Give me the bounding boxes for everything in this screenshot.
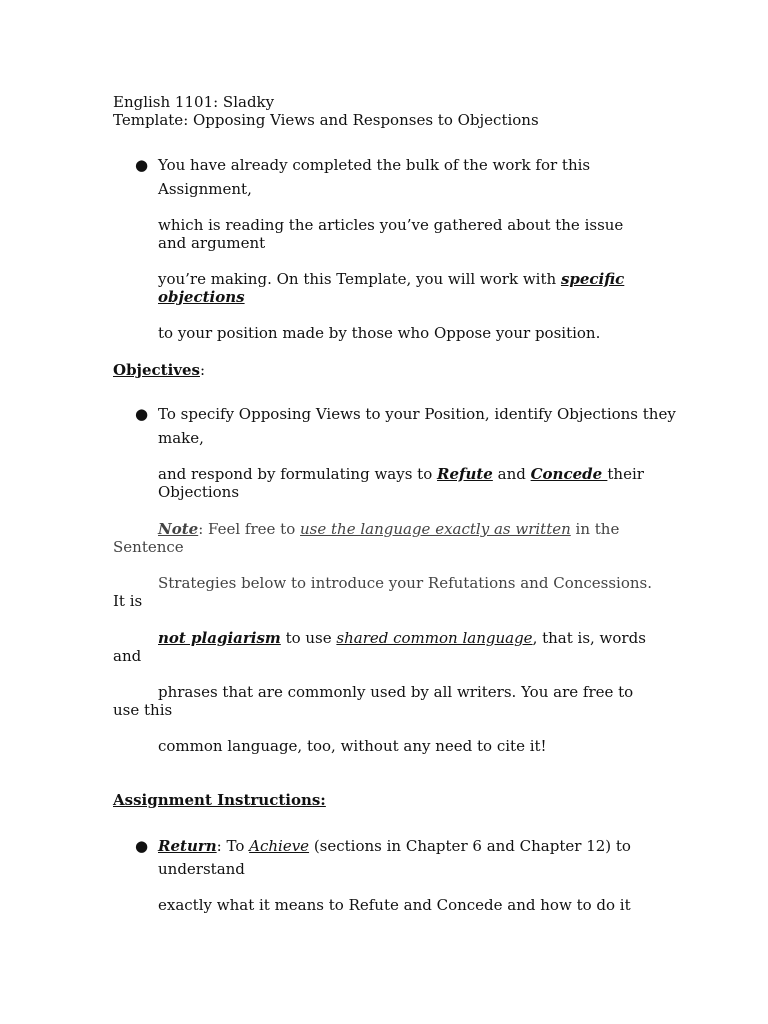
course-line: English 1101: Sladky [113, 93, 275, 111]
bullet-icon: ● [135, 156, 149, 174]
note-line-2: Sentence [113, 538, 184, 556]
emphasis-shared-language: shared common language [336, 629, 533, 647]
bullet-icon: ● [135, 837, 149, 855]
note-line-9: common language, too, without any need to cite it! [158, 737, 547, 755]
objective-text: their [607, 465, 644, 483]
objectives-label: Objectives [113, 361, 200, 379]
objective-text: and [492, 465, 531, 483]
bullet-icon: ● [135, 405, 149, 423]
note-line-3: Strategies below to introduce your Refutations and Concessions. [158, 574, 653, 592]
note-text: : Feel free to [198, 520, 301, 538]
instruction-line-2: understand [158, 860, 245, 878]
objective-line-3 [158, 465, 644, 483]
template-title: Template: Opposing Views and Responses to Objections [113, 111, 539, 129]
emphasis-objections: objections [158, 288, 245, 306]
note-line-5 [158, 629, 646, 647]
note-text: to use [280, 629, 337, 647]
intro-line-7: to your position made by those who Oppose your position. [158, 324, 601, 342]
emphasis-return: Return [158, 837, 217, 855]
note-line-1 [158, 520, 619, 538]
emphasis-achieve: Achieve [249, 837, 310, 855]
instructions-heading: Assignment Instructions: [113, 791, 326, 809]
intro-line-3: which is reading the articles you’ve gathered about the issue [158, 216, 624, 234]
intro-line-4: and argument [158, 234, 266, 252]
note-line-4: It is [113, 592, 143, 610]
note-label: Note [158, 520, 199, 538]
note-line-8: use this [113, 701, 173, 719]
intro-text: you’re making. On this Template, you will work with [158, 270, 561, 288]
note-text: in the [570, 520, 620, 538]
note-line-6: and [113, 647, 142, 665]
objectives-heading [113, 361, 205, 379]
emphasis-concede: Concede [530, 465, 608, 483]
note-emphasis: use the language exactly as written [300, 520, 571, 538]
emphasis-specific: specific [560, 270, 625, 288]
intro-line-2: Assignment, [158, 180, 252, 198]
intro-line-1: You have already completed the bulk of the work for this [158, 156, 591, 174]
instruction-text: (sections in Chapter 6 and Chapter 12) to [309, 837, 631, 855]
note-text: , that is, words [532, 629, 646, 647]
objective-line-1: To specify Opposing Views to your Position, identify Objections they [158, 405, 676, 423]
objective-text: and respond by formulating ways to [158, 465, 438, 483]
instruction-line-1 [158, 837, 631, 855]
emphasis-not-plagiarism: not plagiarism [158, 629, 281, 647]
objective-line-2: make, [158, 429, 204, 447]
objectives-colon: : [200, 361, 206, 379]
emphasis-refute: Refute [437, 465, 493, 483]
note-line-7: phrases that are commonly used by all writers. You are free to [158, 683, 634, 701]
instruction-text: : To [216, 837, 250, 855]
intro-line-5 [158, 270, 624, 288]
instruction-line-3: exactly what it means to Refute and Concede and how to do it [158, 896, 631, 914]
objective-line-4: Objections [158, 483, 240, 501]
